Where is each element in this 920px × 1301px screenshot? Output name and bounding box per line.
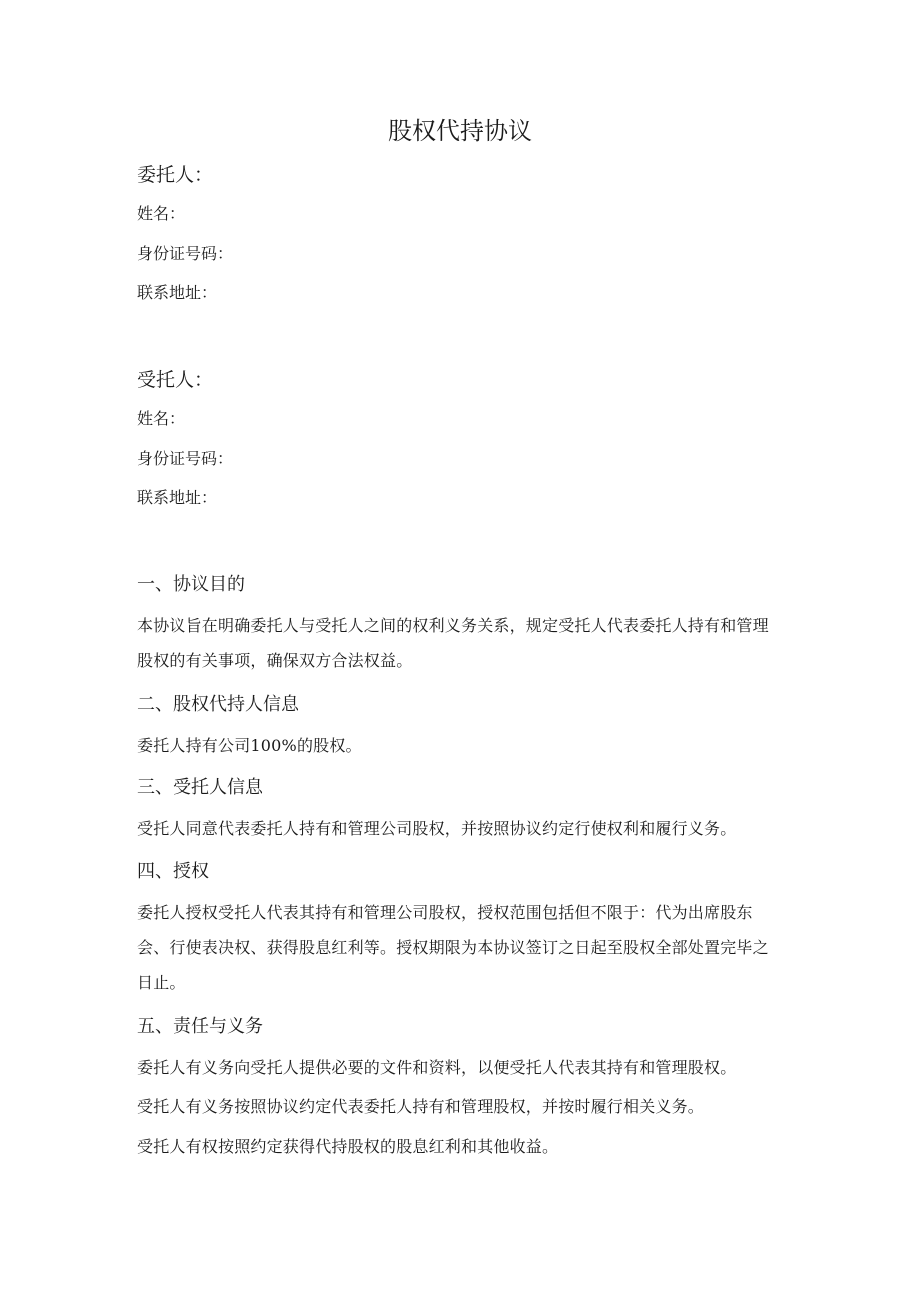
document-title: 股权代持协议 bbox=[388, 117, 532, 145]
section-4-paragraph: 委托人授权受托人代表其持有和管理公司股权，授权范围包括但不限于：代为出席股东会、行使表决权、获得股息红利等。授权期限为本协议签订之日起至股权全部处置完毕之日止。 bbox=[137, 903, 769, 992]
section-3-paragraph: 受托人同意代表委托人持有和管理公司股权，并按照协议约定行使权利和履行义务。 bbox=[137, 819, 737, 838]
section-5-paragraph-2: 受托人有义务按照协议约定代表委托人持有和管理股权，并按时履行相关义务。 bbox=[137, 1097, 705, 1116]
section-2-paragraph: 委托人持有公司100%的股权。 bbox=[137, 736, 362, 755]
agent-heading: 受托人： bbox=[137, 369, 214, 391]
principal-name-label: 姓名： bbox=[137, 204, 186, 223]
section-5-paragraph-3: 受托人有权按照约定获得代持股权的股息红利和其他收益。 bbox=[137, 1137, 559, 1156]
section-1-heading: 一、协议目的 bbox=[137, 574, 245, 595]
section-3-heading: 三、受托人信息 bbox=[137, 777, 263, 798]
agent-id-label: 身份证号码： bbox=[137, 449, 234, 468]
agent-address-label: 联系地址： bbox=[137, 488, 218, 507]
section-5-heading: 五、责任与义务 bbox=[137, 1016, 263, 1037]
section-2-heading: 二、股权代持人信息 bbox=[137, 694, 299, 715]
section-4-heading: 四、授权 bbox=[137, 861, 209, 882]
principal-heading: 委托人： bbox=[137, 164, 214, 186]
section-5-paragraph-1: 委托人有义务向受托人提供必要的文件和资料，以便受托人代表其持有和管理股权。 bbox=[137, 1058, 737, 1077]
principal-id-label: 身份证号码： bbox=[137, 244, 234, 263]
principal-address-label: 联系地址： bbox=[137, 283, 218, 302]
agent-name-label: 姓名： bbox=[137, 409, 186, 428]
section-1-paragraph: 本协议旨在明确委托人与受托人之间的权利义务关系，规定受托人代表委托人持有和管理股权的有关事项，确保双方合法权益。 bbox=[137, 616, 769, 670]
